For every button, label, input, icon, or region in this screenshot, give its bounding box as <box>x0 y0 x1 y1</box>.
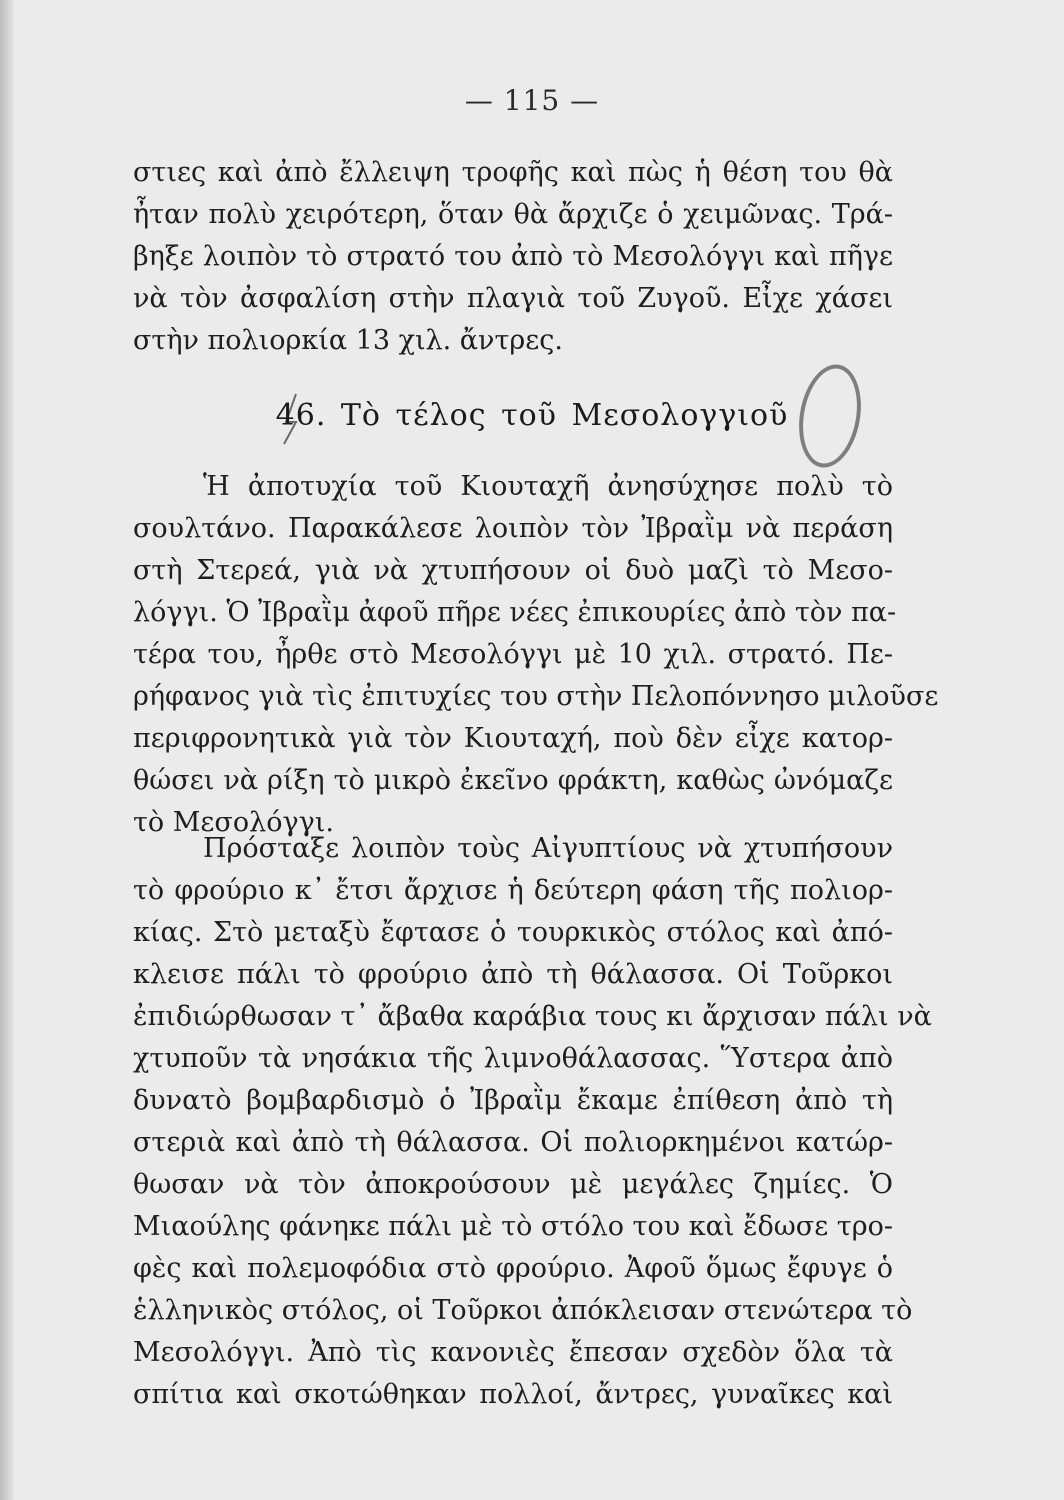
text-line: στὴ Στερεά, γιὰ νὰ χτυπήσουν οἱ δυὸ μαζὶ τὸ Μεσο- <box>133 555 893 586</box>
text-line: στιες καὶ ἀπὸ ἔλλειψη τροφῆς καὶ πὼς ἡ θέση του θὰ <box>133 157 893 188</box>
text-line: σπίτια καὶ σκοτώθηκαν πολλοί, ἄντρες, γυναῖκες καὶ <box>133 1379 893 1410</box>
text-line: φὲς καὶ πολεμοφόδια στὸ φρούριο. Ἀφοῦ ὅμως ἔφυγε ὁ <box>133 1253 893 1284</box>
text-line: δυνατὸ βομβαρδισμὸ ὁ Ἰβραῒμ ἔκαμε ἐπίθεση ἀπὸ τὴ <box>133 1085 893 1116</box>
text-line: τέρα του, ἦρθε στὸ Μεσολόγγι μὲ 10 χιλ. στρατό. Πε- <box>133 639 893 670</box>
text-line: νὰ τὸν ἀσφαλίση στὴν πλαγιὰ τοῦ Ζυγοῦ. Εἶχε χάσει <box>133 283 893 314</box>
pencil-circle-annotation <box>791 360 868 473</box>
text-line: Μεσολόγγι. Ἀπὸ τὶς κανονιὲς ἔπεσαν σχεδὸν ὅλα τὰ <box>133 1337 893 1368</box>
text-line: περιφρονητικὰ γιὰ τὸν Κιουταχή, ποὺ δὲν εἶχε κατορ- <box>133 723 893 754</box>
text-line: ρήφανος γιὰ τὶς ἐπιτυχίες του στὴν Πελοπόννησο μιλοῦσε <box>133 681 939 712</box>
text-line: Πρόσταξε λοιπὸν τοὺς Αἰγυπτίους νὰ χτυπήσουν <box>203 833 893 864</box>
text-line: ἦταν πολὺ χειρότερη, ὅταν θὰ ἄρχιζε ὁ χειμῶνας. Τρά- <box>133 199 893 230</box>
text-line: θώσει νὰ ρίξη τὸ μικρὸ ἐκεῖνο φράκτη, καθὼς ὠνόμαζε <box>133 765 893 796</box>
text-line: βηξε λοιπὸν τὸ στρατό του ἀπὸ τὸ Μεσολόγγι καὶ πῆγε <box>133 241 893 272</box>
page-number: — 115 — <box>464 84 600 117</box>
text-line: στὴν πολιορκία 13 χιλ. ἄντρες. <box>133 325 563 356</box>
text-line: κλεισε πάλι τὸ φρούριο ἀπὸ τὴ θάλασσα. Οἱ Τοῦρκοι <box>133 959 893 990</box>
text-line: λόγγι. Ὁ Ἰβραῒμ ἀφοῦ πῆρε νέες ἐπικουρίες ἀπὸ τὸν πα- <box>133 597 897 628</box>
text-line: θωσαν νὰ τὸν ἀποκρούσουν μὲ μεγάλες ζημίες. Ὁ <box>133 1169 893 1200</box>
text-line: τὸ φρούριο κ᾽ ἔτσι ἄρχισε ἡ δεύτερη φάση τῆς πολιορ- <box>133 875 893 906</box>
text-line: ἑλληνικὸς στόλος, οἱ Τοῦρκοι ἀπόκλεισαν στενώτερα τὸ <box>133 1295 913 1326</box>
text-line: Μιαούλης φάνηκε πάλι μὲ τὸ στόλο του καὶ ἔδωσε τρο- <box>133 1211 893 1242</box>
text-line: Ἡ ἀποτυχία τοῦ Κιουταχῆ ἀνησύχησε πολὺ τὸ <box>203 471 893 502</box>
paragraph-continuation <box>133 152 893 362</box>
text-line: τὸ Μεσολόγγι. <box>133 807 334 838</box>
section-heading: 46. Τὸ τέλος τοῦ Μεσολογγιοῦ <box>275 398 789 433</box>
paragraph <box>133 466 939 844</box>
text-line: χτυποῦν τὰ νησάκια τῆς λιμνοθάλασσας. Ὕστερα ἀπὸ <box>133 1043 893 1074</box>
text-line: σουλτάνο. Παρακάλεσε λοιπὸν τὸν Ἰβραῒμ νὰ περάση <box>133 513 893 544</box>
text-line: ἐπιδιώρθωσαν τ᾽ ἄβαθα καράβια τους κι ἄρχισαν πάλι νὰ <box>133 1001 932 1032</box>
text-line: κίας. Στὸ μεταξὺ ἔφτασε ὁ τουρκικὸς στόλος καὶ ἀπό- <box>133 917 893 948</box>
paragraph <box>133 828 932 1416</box>
text-line: στεριὰ καὶ ἀπὸ τὴ θάλασσα. Οἱ πολιορκημένοι κατώρ- <box>133 1127 893 1158</box>
